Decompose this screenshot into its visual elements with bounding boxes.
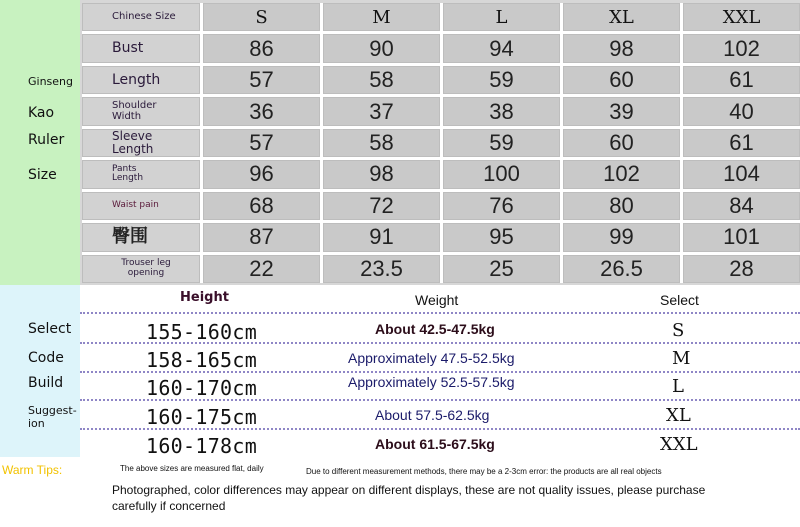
row-divider xyxy=(80,342,800,344)
table-cell: 25 xyxy=(443,255,560,283)
row-divider xyxy=(80,399,800,401)
table-cell: 60 xyxy=(563,66,680,94)
height-range: 160-178cm xyxy=(146,434,258,458)
warm-tips-label: Warm Tips: xyxy=(2,463,63,477)
table-cell: 72 xyxy=(323,192,440,220)
table-cell: 58 xyxy=(323,129,440,157)
table-cell: 22 xyxy=(203,255,320,283)
size-chart-grid xyxy=(82,3,800,283)
weight-range: About 61.5-67.5kg xyxy=(375,436,495,452)
row-label-shoulder-width: Shoulder Width xyxy=(82,97,200,125)
table-cell: 40 xyxy=(683,97,800,125)
header-weight: Weight xyxy=(415,292,459,308)
side-label-ginseng: Ginseng xyxy=(28,75,74,88)
table-cell: 84 xyxy=(683,192,800,220)
height-range: 158-165cm xyxy=(146,348,258,372)
height-range: 160-175cm xyxy=(146,405,258,429)
side-label-select: Select xyxy=(28,321,72,337)
table-cell: 37 xyxy=(323,97,440,125)
table-cell: 91 xyxy=(323,223,440,251)
height-range: 160-170cm xyxy=(146,376,258,400)
weight-range: Approximately 52.5-57.5kg xyxy=(348,374,515,390)
row-label-hip: 臀围 xyxy=(82,223,200,251)
table-cell: 102 xyxy=(563,160,680,188)
header-select: Select xyxy=(660,292,699,308)
header-size-s: S xyxy=(203,3,320,31)
warm-tips-line-2: Photographed, color differences may appear on different displays, these are not quality issues, please purchase carefully if concerned xyxy=(112,483,706,513)
recommended-size: S xyxy=(672,320,685,341)
recommended-size: L xyxy=(672,376,684,397)
size-selection-table xyxy=(80,285,800,457)
table-cell: 36 xyxy=(203,97,320,125)
row-divider xyxy=(80,312,800,314)
row-divider xyxy=(80,371,800,373)
table-cell: 98 xyxy=(323,160,440,188)
recommended-size: XL xyxy=(666,405,691,426)
height-range: 155-160cm xyxy=(146,320,258,344)
table-cell: 60 xyxy=(563,129,680,157)
table-cell: 39 xyxy=(563,97,680,125)
table-cell: 59 xyxy=(443,66,560,94)
table-cell: 90 xyxy=(323,34,440,62)
row-label-trouser-leg-opening: Trouser leg opening xyxy=(82,255,200,283)
header-chinese-size: Chinese Size xyxy=(82,3,200,31)
table-cell: 57 xyxy=(203,66,320,94)
side-label-suggestion: Suggest-ion xyxy=(28,404,77,430)
header-height: Height xyxy=(180,290,229,305)
table-cell: 95 xyxy=(443,223,560,251)
table-cell: 68 xyxy=(203,192,320,220)
weight-range: About 42.5-47.5kg xyxy=(375,321,495,337)
table-cell: 87 xyxy=(203,223,320,251)
table-cell: 57 xyxy=(203,129,320,157)
header-size-xl: XL xyxy=(563,3,680,31)
warm-tips xyxy=(0,457,800,527)
table-cell: 99 xyxy=(563,223,680,251)
weight-range: About 57.5-62.5kg xyxy=(375,407,490,423)
table-cell: 100 xyxy=(443,160,560,188)
row-label-pants-length: Pants Length xyxy=(82,160,200,188)
table-cell: 58 xyxy=(323,66,440,94)
recommended-size: XXL xyxy=(660,434,698,455)
table-cell: 102 xyxy=(683,34,800,62)
side-label-code: Code xyxy=(28,350,64,366)
table-cell: 76 xyxy=(443,192,560,220)
row-divider xyxy=(80,428,800,430)
recommended-size: M xyxy=(672,348,691,369)
side-label-ruler: Ruler xyxy=(28,132,65,148)
table-cell: 59 xyxy=(443,129,560,157)
table-cell: 61 xyxy=(683,66,800,94)
selection-side-label xyxy=(0,285,80,457)
table-cell: 61 xyxy=(683,129,800,157)
table-cell: 104 xyxy=(683,160,800,188)
table-cell: 86 xyxy=(203,34,320,62)
header-size-m: M xyxy=(323,3,440,31)
table-cell: 96 xyxy=(203,160,320,188)
table-cell: 23.5 xyxy=(323,255,440,283)
warm-tips-line-1b: Due to different measurement methods, there may be a 2-3cm error: the products are all real objects xyxy=(306,467,662,476)
header-size-l: L xyxy=(443,3,560,31)
table-cell: 26.5 xyxy=(563,255,680,283)
side-label-kao: Kao xyxy=(28,105,55,121)
table-cell: 94 xyxy=(443,34,560,62)
table-cell: 101 xyxy=(683,223,800,251)
table-cell: 98 xyxy=(563,34,680,62)
table-cell: 38 xyxy=(443,97,560,125)
side-label-build: Build xyxy=(28,375,64,391)
table-cell: 28 xyxy=(683,255,800,283)
size-chart-side-label xyxy=(0,0,80,285)
row-label-waist: Waist pain xyxy=(82,192,200,220)
row-label-sleeve-length: Sleeve Length xyxy=(82,129,200,157)
side-label-size: Size xyxy=(28,167,57,183)
warm-tips-line-1a: The above sizes are measured flat, daily xyxy=(120,464,264,473)
weight-range: Approximately 47.5-52.5kg xyxy=(348,350,515,366)
row-label-length: Length xyxy=(82,66,200,94)
header-size-xxl: XXL xyxy=(683,3,800,31)
row-label-bust: Bust xyxy=(82,34,200,62)
table-cell: 80 xyxy=(563,192,680,220)
